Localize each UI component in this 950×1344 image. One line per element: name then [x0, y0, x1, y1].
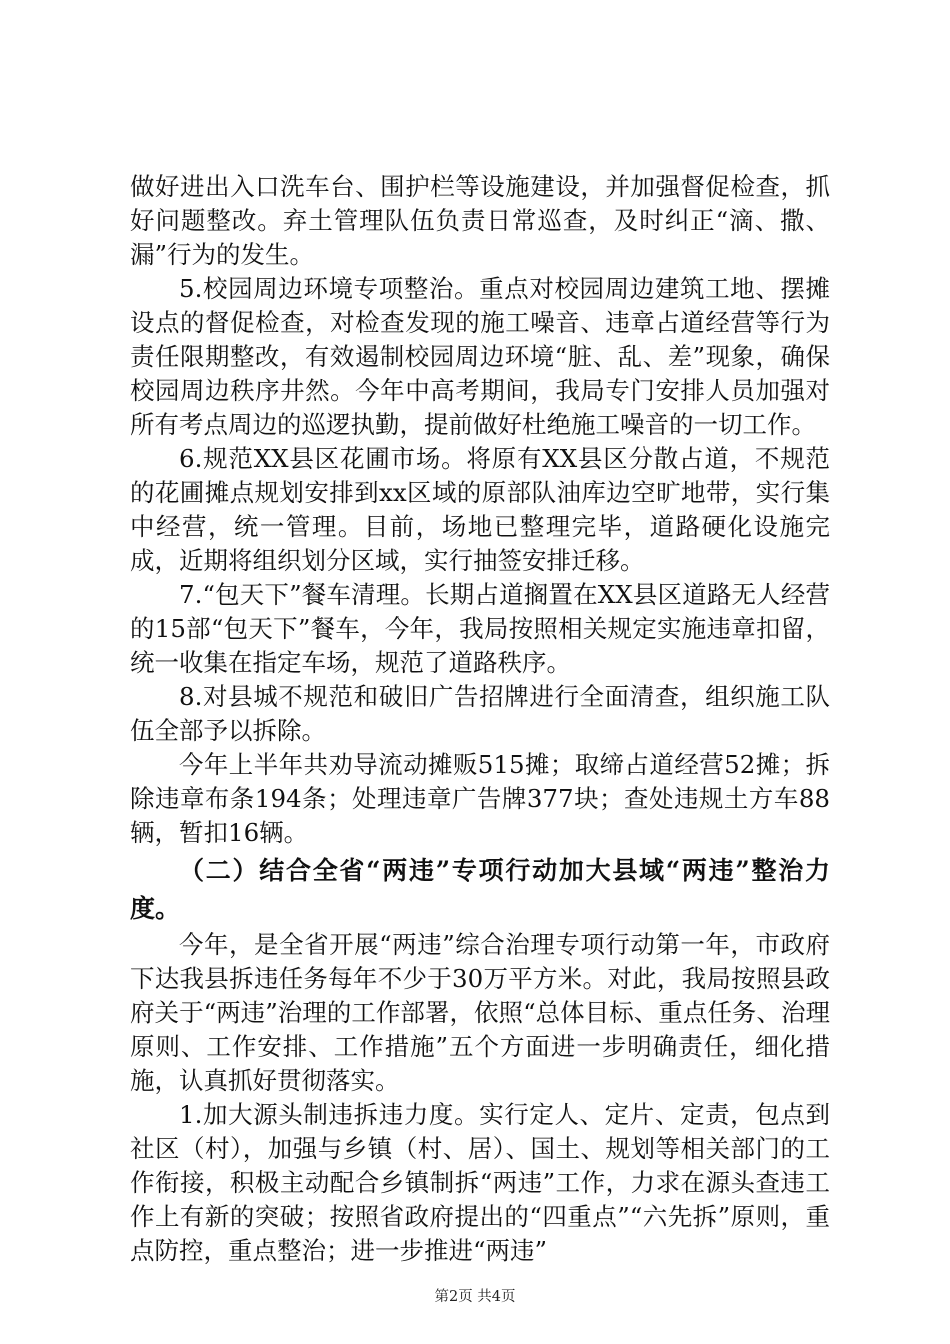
- page-footer: 第2页 共4页: [434, 1289, 516, 1305]
- paragraph-item-7: 7.“包天下”餐车清理。长期占道搁置在XX县区道路无人经营的15部“包天下”餐车，今年，我局按照相关规定实施违章扣留，统一收集在指定车场，规范了道路秩序。: [130, 580, 830, 677]
- paragraph-item-1: 1.加大源头制违拆违力度。实行定人、定片、定责，包点到社区（村），加强与乡镇（村、居）、国土、规划等相关部门的工作衔接，积极主动配合乡镇制拆“两违”工作，力求在源头查违工作上有新的突破；按照省政府提出的“四重点”“六先拆”原则，重点防控，重点整治；进一步推进“两违”: [130, 1100, 830, 1265]
- section-heading: （二）结合全省“两违”专项行动加大县域“两违”整治力度。: [130, 856, 830, 923]
- paragraph-continuation: 做好进出入口洗车台、围护栏等设施建设，并加强督促检查，抓好问题整改。弃土管理队伍负责日常巡查，及时纠正“滴、撒、漏”行为的发生。: [130, 172, 830, 269]
- paragraph-intro: 今年，是全省开展“两违”综合治理专项行动第一年，市政府下达我县拆违任务每年不少于30万平方米。对此，我局按照县政府关于“两违”治理的工作部署，依照“总体目标、重点任务、治理原则、工作安排、工作措施”五个方面进一步明确责任，细化措施，认真抓好贯彻落实。: [130, 930, 830, 1095]
- paragraph-summary: 今年上半年共劝导流动摊贩515摊；取缔占道经营52摊；拆除违章布条194条；处理违章广告牌377块；查处违规土方车88辆，暂扣16辆。: [130, 750, 830, 847]
- paragraph-item-8: 8.对县城不规范和破旧广告招牌进行全面清查，组织施工队伍全部予以拆除。: [130, 682, 830, 745]
- paragraph-item-5: 5.校园周边环境专项整治。重点对校园周边建筑工地、摆摊设点的督促检查，对检查发现的施工噪音、违章占道经营等行为责任限期整改，有效遏制校园周边环境“脏、乱、差”现象，确保校园周边秩序井然。今年中高考期间，我局专门安排人员加强对所有考点周边的巡逻执勤，提前做好杜绝施工噪音的一切工作。: [130, 274, 830, 439]
- document-body: [130, 170, 830, 1268]
- paragraph-item-6: 6.规范XX县区花圃市场。将原有XX县区分散占道，不规范的花圃摊点规划安排到xx区域的原部队油库边空旷地带，实行集中经营，统一管理。目前，场地已整理完毕，道路硬化设施完成，近期将组织划分区域，实行抽签安排迁移。: [130, 444, 830, 575]
